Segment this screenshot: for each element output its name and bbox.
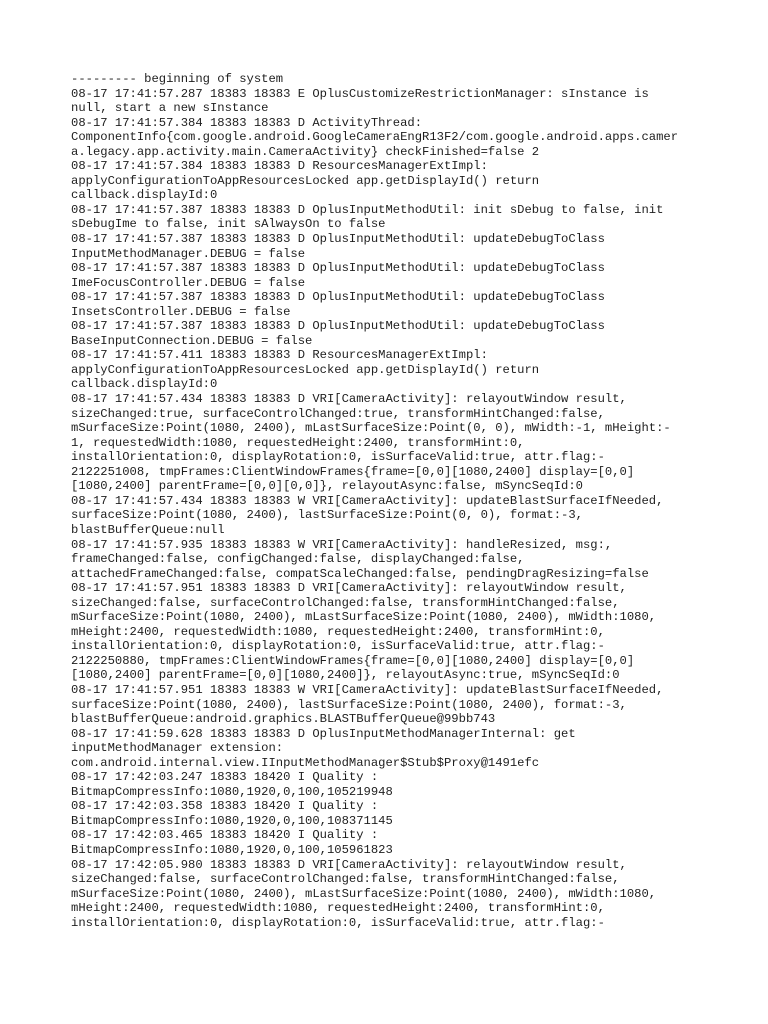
log-line: sizeChanged:false, surfaceControlChanged:false, transformHintChanged:false, — [71, 595, 620, 610]
log-line: [1080,2400] parentFrame=[0,0][0,0]}, relayoutAsync:false, mSyncSeqId:0 — [71, 479, 583, 494]
log-line: 08-17 17:41:57.387 18383 18383 D OplusInputMethodUtil: updateDebugToClass — [71, 290, 605, 305]
log-line: blastBufferQueue:android.graphics.BLASTBufferQueue@99bb743 — [71, 712, 496, 727]
log-line: --------- beginning of system — [71, 72, 284, 86]
log-line: 08-17 17:41:57.935 18383 18383 W VRI[CameraActivity]: handleResized, msg:, — [71, 537, 613, 552]
log-line: 08-17 17:42:03.358 18383 18420 I Quality : — [71, 799, 379, 814]
log-line: attachedFrameChanged:false, compatScaleChanged:false, pendingDragResizing=false — [71, 566, 649, 581]
log-line: mHeight:2400, requestedWidth:1080, requestedHeight:2400, transformHint:0, — [71, 624, 605, 639]
log-line: installOrientation:0, displayRotation:0, isSurfaceValid:true, attr.flag:- — [71, 639, 605, 654]
log-line: surfaceSize:Point(1080, 2400), lastSurfaceSize:Point(1080, 2400), format:-3, — [71, 697, 627, 712]
log-line: 08-17 17:42:03.465 18383 18420 I Quality : — [71, 828, 379, 843]
log-line: mSurfaceSize:Point(1080, 2400), mLastSurfaceSize:Point(0, 0), mWidth:-1, mHeight:- — [71, 421, 671, 436]
log-line: 08-17 17:41:57.434 18383 18383 W VRI[CameraActivity]: updateBlastSurfaceIfNeeded, — [71, 493, 664, 508]
log-line: 08-17 17:41:57.384 18383 18383 D ActivityThread: — [71, 115, 423, 130]
log-line: callback.displayId:0 — [71, 188, 218, 203]
log-line: BaseInputConnection.DEBUG = false — [71, 333, 313, 348]
log-line: 08-17 17:41:57.384 18383 18383 D ResourcesManagerExtImpl: — [71, 159, 488, 174]
log-line: BitmapCompressInfo:1080,1920,0,100,105219948 — [71, 784, 393, 799]
log-line: 08-17 17:41:59.628 18383 18383 D OplusInputMethodManagerInternal: get — [71, 726, 576, 741]
log-line: 08-17 17:41:57.411 18383 18383 D ResourcesManagerExtImpl: — [71, 348, 488, 363]
log-line: 08-17 17:41:57.387 18383 18383 D OplusInputMethodUtil: init sDebug to false, init — [71, 202, 664, 217]
log-line: mSurfaceSize:Point(1080, 2400), mLastSurfaceSize:Point(1080, 2400), mWidth:1080, — [71, 886, 657, 901]
log-line: InsetsController.DEBUG = false — [71, 304, 291, 319]
log-line: mHeight:2400, requestedWidth:1080, requestedHeight:2400, transformHint:0, — [71, 901, 605, 916]
log-line: 2122250880, tmpFrames:ClientWindowFrames{frame=[0,0][1080,2400] display=[0,0] — [71, 653, 635, 668]
log-line: null, start a new sInstance — [71, 101, 269, 116]
log-line: [1080,2400] parentFrame=[0,0][1080,2400]}, relayoutAsync:true, mSyncSeqId:0 — [71, 668, 620, 683]
log-line: inputMethodManager extension: — [71, 741, 284, 756]
log-line: 08-17 17:42:03.247 18383 18420 I Quality : — [71, 770, 379, 785]
log-line: installOrientation:0, displayRotation:0, isSurfaceValid:true, attr.flag:- — [71, 915, 605, 930]
log-line: 08-17 17:41:57.387 18383 18383 D OplusInputMethodUtil: updateDebugToClass — [71, 319, 605, 334]
log-line: 08-17 17:41:57.951 18383 18383 D VRI[CameraActivity]: relayoutWindow result, — [71, 581, 627, 596]
log-line: ImeFocusController.DEBUG = false — [71, 275, 306, 290]
log-line: callback.displayId:0 — [71, 377, 218, 392]
log-line: sizeChanged:true, surfaceControlChanged:true, transformHintChanged:false, — [71, 406, 605, 421]
log-line: applyConfigurationToAppResourcesLocked app.getDisplayId() return — [71, 362, 540, 377]
log-line: 08-17 17:41:57.387 18383 18383 D OplusInputMethodUtil: updateDebugToClass — [71, 261, 605, 276]
log-line: 08-17 17:42:05.980 18383 18383 D VRI[CameraActivity]: relayoutWindow result, — [71, 857, 627, 872]
log-line: 1, requestedWidth:1080, requestedHeight:2400, transformHint:0, — [71, 435, 525, 450]
log-line: 2122251008, tmpFrames:ClientWindowFrames{frame=[0,0][1080,2400] display=[0,0] — [71, 464, 635, 479]
log-line: InputMethodManager.DEBUG = false — [71, 246, 306, 261]
log-line: 08-17 17:41:57.387 18383 18383 D OplusInputMethodUtil: updateDebugToClass — [71, 232, 605, 247]
log-line: frameChanged:false, configChanged:false, displayChanged:false, — [71, 552, 525, 567]
log-line: applyConfigurationToAppResourcesLocked app.getDisplayId() return — [71, 173, 540, 188]
log-line: ComponentInfo{com.google.android.GoogleCameraEngR13F2/com.google.android.apps.camer — [71, 130, 679, 145]
log-line: blastBufferQueue:null — [71, 522, 225, 537]
log-line: 08-17 17:41:57.287 18383 18383 E OplusCustomizeRestrictionManager: sInstance is — [71, 86, 649, 101]
log-line: 08-17 17:41:57.434 18383 18383 D VRI[CameraActivity]: relayoutWindow result, — [71, 392, 627, 407]
log-line: mSurfaceSize:Point(1080, 2400), mLastSurfaceSize:Point(1080, 2400), mWidth:1080, — [71, 610, 657, 625]
log-line: sDebugIme to false, init sAlwaysOn to false — [71, 217, 386, 232]
log-line: com.android.internal.view.IInputMethodManager$Stub$Proxy@1491efc — [71, 755, 540, 770]
system-log-text — [71, 72, 711, 930]
log-line: a.legacy.app.activity.main.CameraActivity} checkFinished=false 2 — [71, 144, 540, 159]
log-line: surfaceSize:Point(1080, 2400), lastSurfaceSize:Point(0, 0), format:-3, — [71, 508, 583, 523]
log-line: installOrientation:0, displayRotation:0, isSurfaceValid:true, attr.flag:- — [71, 450, 605, 465]
log-line: BitmapCompressInfo:1080,1920,0,100,108371145 — [71, 813, 393, 828]
log-line: sizeChanged:false, surfaceControlChanged:false, transformHintChanged:false, — [71, 872, 620, 887]
log-line: BitmapCompressInfo:1080,1920,0,100,105961823 — [71, 842, 393, 857]
log-line: 08-17 17:41:57.951 18383 18383 W VRI[CameraActivity]: updateBlastSurfaceIfNeeded, — [71, 682, 664, 697]
